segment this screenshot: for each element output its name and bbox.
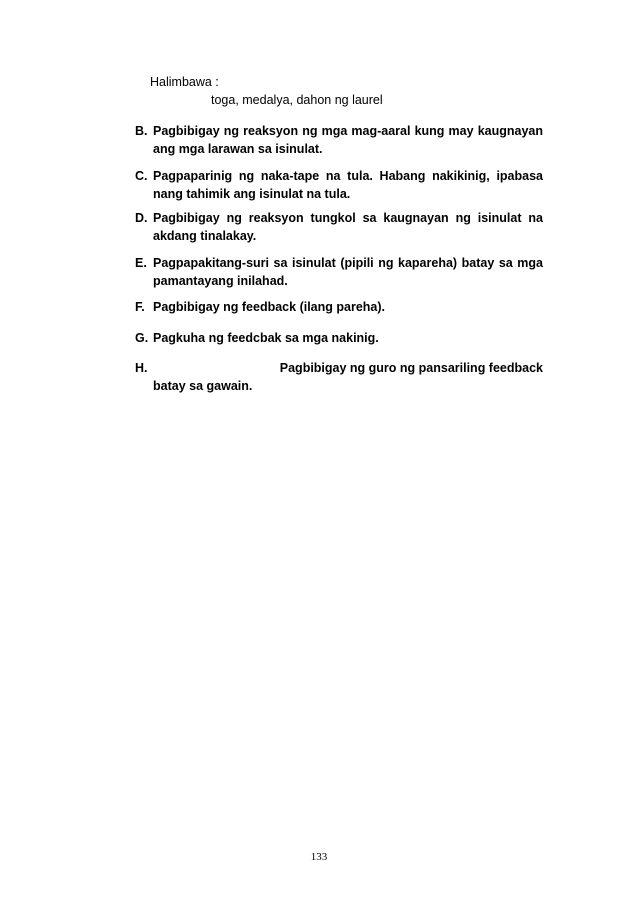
list-item-text-line2: batay sa gawain. [153,379,253,393]
example-content: toga, medalya, dahon ng laurel [211,93,383,107]
example-label: Halimbawa : [150,75,219,89]
list-item-d [135,209,543,245]
list-item-text: Pagpapakitang-suri sa isinulat (pipili ng kapareha) batay sa mga pamantayang inilahad. [153,256,543,288]
list-item-letter: E. [135,256,147,270]
list-item-letter: H. [135,361,148,375]
list-item-e [135,254,543,290]
list-item-h [135,359,543,395]
list-item-letter: B. [135,124,148,138]
list-item-text: Pagbibigay ng reaksyon ng mga mag-aaral kung may kaugnayan ang mga larawan sa isinulat. [153,124,543,156]
list-item-text: Pagbibigay ng feedback (ilang pareha). [153,300,385,314]
list-item-text-line1: Pagbibigay ng guro ng pansariling feedback [279,361,543,375]
list-item-text: Pagkuha ng feedcbak sa mga nakinig. [153,331,379,345]
list-item-c [135,167,543,203]
list-item-g [135,329,543,347]
page-number: 133 [310,851,328,863]
list-item-letter: F. [135,300,145,314]
list-item-f [135,298,543,316]
list-item-letter: C. [135,169,148,183]
list-item-text: Pagbibigay ng reaksyon tungkol sa kaugnayan ng isinulat na akdang tinalakay. [153,211,543,243]
list-item-text: Pagpaparinig ng naka-tape na tula. Habang nakikinig, ipabasa nang tahimik ang isinulat na tula. [153,169,543,201]
list-item-b [135,122,543,158]
list-item-letter: D. [135,211,148,225]
list-item-letter: G. [135,331,149,345]
